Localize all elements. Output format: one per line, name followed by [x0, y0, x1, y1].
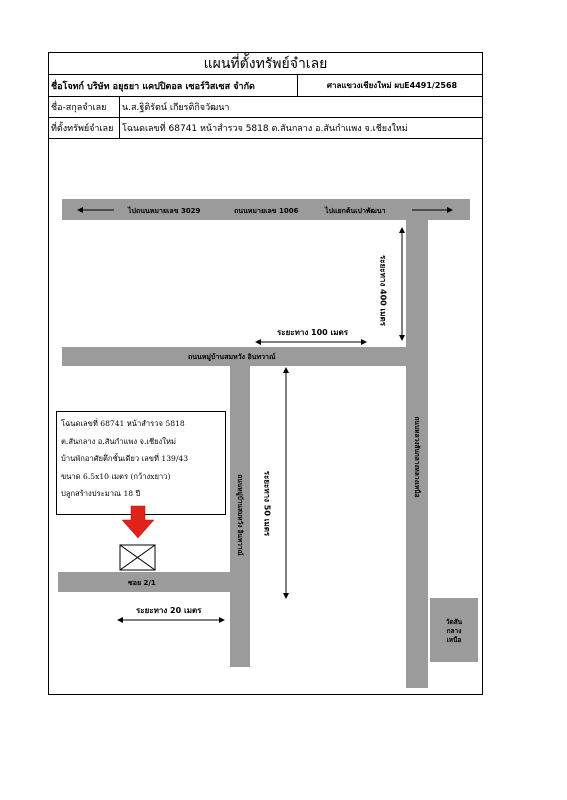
distance-20-label: ระยะทาง 20 เมตร — [136, 606, 202, 615]
property-key: ที่ตั้งทรัพย์จำเลย — [51, 124, 114, 134]
middle-road-label: ถนนหมู่บ้านสมหวัง อินทวาณ์ — [188, 353, 276, 361]
right-road-label: ถนนหลวงสันกลางหลวงเหนือ — [413, 416, 421, 498]
info-line-5: ปลูกสร้างประมาณ 18 ปี — [61, 489, 141, 498]
distance-400-label: ระยะทาง 400 เมตร — [378, 254, 388, 327]
house-marker-icon — [120, 545, 155, 570]
distance-50-label: ระยะทาง 50 เมตร — [262, 470, 272, 537]
top-road-right-label: ไปแยกต้นเปาพัฒนา — [325, 207, 386, 215]
court-case: ศาลแขวงเชียงใหม่ ผบE4491/2568 — [297, 75, 484, 96]
defendant-value: น.ส.ฐิติรัตน์ เกียรติกิจวัฒนา — [119, 97, 484, 117]
top-road-left-label: ไปถนนหมายเลข 3029 — [128, 207, 201, 215]
temple-label: วัดสัน กลาง เหนือ — [445, 618, 463, 644]
defendant-key: ชื่อ-สกุลจำเลย — [51, 103, 107, 113]
page-title: แผนที่ตั้งทรัพย์จำเลย — [49, 53, 482, 75]
soi-label: ซอย 2/1 — [128, 579, 156, 587]
plaintiff-label: ชื่อโจทก์ บริษัท อยุธยา แคปปิตอล เซอร์วิสเซส จำกัด — [51, 81, 255, 92]
property-value: โฉนดเลขที่ 68741 หน้าสำรวจ 5818 ต.สันกลาง อ.สันกำแพง จ.เชียงใหม่ — [119, 118, 484, 138]
location-marker-arrow — [122, 506, 154, 538]
top-road-mid-label: ถนนหมายเลข 1006 — [234, 207, 299, 215]
info-line-4: ขนาด 6.5x10 เมตร (กว้างxยาว) — [61, 471, 171, 481]
distance-100-label: ระยะทาง 100 เมตร — [277, 328, 349, 337]
vertical-road-left-label: ถนนหมู่บ้านสมหวัง อินทวาณ์ — [236, 474, 244, 556]
info-line-1: โฉนดเลขที่ 68741 หน้าสำรวจ 5818 — [61, 419, 185, 428]
info-line-2: ต.สันกลาง อ.สันกำแพง จ.เชียงใหม่ — [61, 436, 176, 446]
info-line-3: บ้านพักอาศัยตึกชั้นเดียว เลขที่ 139/43 — [61, 454, 189, 463]
